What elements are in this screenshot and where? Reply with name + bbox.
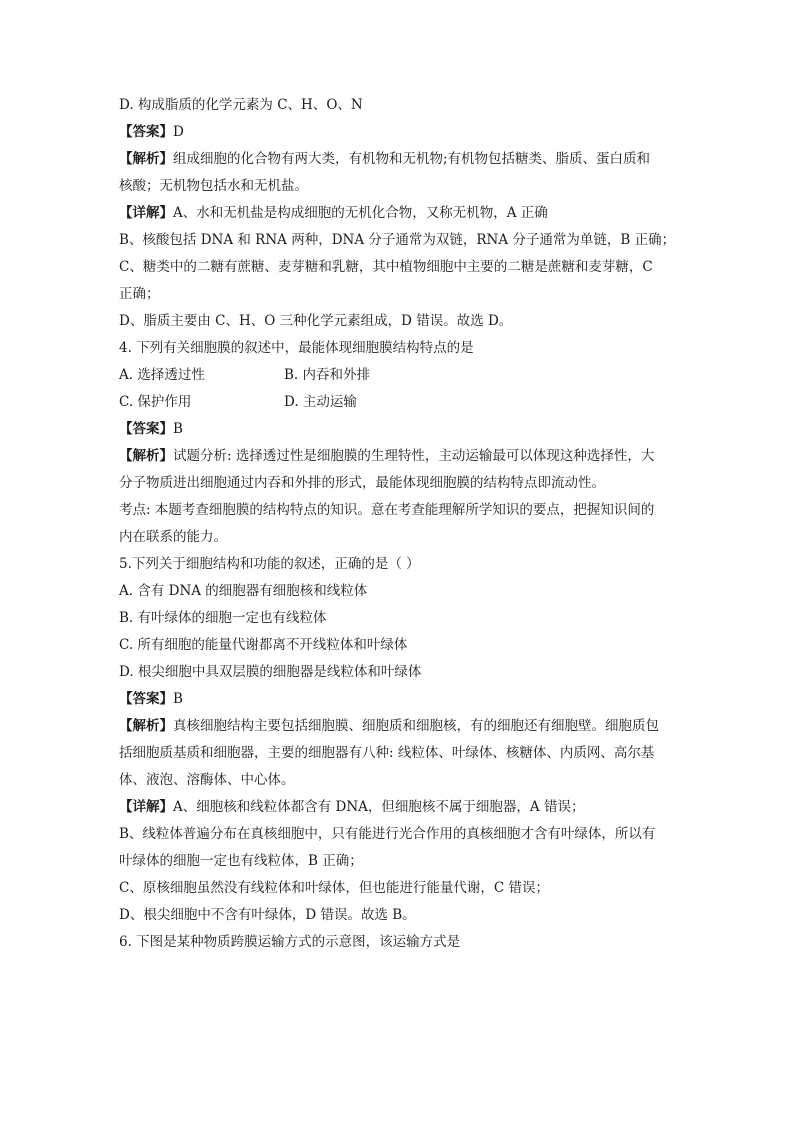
q5-detail-line-3: 叶绿体的细胞一定也有线粒体，B 正确； xyxy=(119,853,363,869)
q5-option-a: A. 含有 DNA 的细胞器有细胞核和线粒体 xyxy=(119,583,368,599)
answer-value: D xyxy=(173,124,184,140)
q4-stem: 4. 下列有关细胞膜的叙述中，最能体现细胞膜结构特点的是 xyxy=(119,340,474,356)
q5-stem: 5.下列关于细胞结构和功能的叙述，正确的是（ ） xyxy=(119,556,420,572)
q5-detail-line-5: D、根尖细胞中不含有叶绿体，D 错误。故选 B。 xyxy=(119,907,416,923)
analysis-text: 真核细胞结构主要包括细胞膜、细胞质和细胞核，有的细胞还有细胞壁。细胞质包 xyxy=(173,718,659,734)
q3-option-d: D. 构成脂质的化学元素为 C、H、O、N xyxy=(119,97,363,113)
q3-detail-line-5: D、脂质主要由 C、H、O 三种化学元素组成，D 错误。故选 D。 xyxy=(119,313,513,329)
q5-analysis-line-3: 体、液泡、溶酶体、中心体。 xyxy=(119,772,295,788)
q3-detail-line-3: C、糖类中的二糖有蔗糖、麦芽糖和乳糖，其中植物细胞中主要的二糖是蔗糖和麦芽糖，C xyxy=(119,259,653,275)
q3-analysis-line-1 xyxy=(119,146,679,173)
analysis-tag: 【解析】 xyxy=(119,448,173,464)
q5-analysis-line-1 xyxy=(119,713,679,740)
q4-answer xyxy=(119,416,679,443)
q3-detail-line-4: 正确； xyxy=(119,286,160,302)
analysis-tag: 【解析】 xyxy=(119,718,173,734)
answer-value: B xyxy=(173,421,183,437)
q4-option-a: A. 选择透过性 xyxy=(119,367,205,383)
q5-analysis-line-2: 括细胞质基质和细胞器，主要的细胞器有八种: 线粒体、叶绿体、核糖体、内质网、高尔基 xyxy=(119,745,655,761)
q4-point-line-1: 考点: 本题考查细胞膜的结构特点的知识。意在考查能理解所学知识的要点，把握知识间的 xyxy=(119,502,655,518)
q3-detail-line-1 xyxy=(119,200,679,227)
q3-answer xyxy=(119,119,679,146)
q4-option-d: D. 主动运输 xyxy=(284,394,357,410)
q5-answer xyxy=(119,686,679,713)
q4-analysis-line-2: 分子物质进出细胞通过内吞和外排的形式，最能体现细胞膜的结构特点即流动性。 xyxy=(119,475,605,491)
q4-options-row-2 xyxy=(119,389,679,416)
q5-option-d: D. 根尖细胞中具双层膜的细胞器是线粒体和叶绿体 xyxy=(119,664,422,680)
q4-analysis-line-1 xyxy=(119,443,679,470)
detail-text: A、水和无机盐是构成细胞的无机化合物，又称无机物，A 正确 xyxy=(173,205,548,221)
q5-detail-line-4: C、原核细胞虽然没有线粒体和叶绿体，但也能进行能量代谢，C 错误； xyxy=(119,880,549,896)
q5-option-c: C. 所有细胞的能量代谢都离不开线粒体和叶绿体 xyxy=(119,637,408,653)
q4-options-row-1 xyxy=(119,362,679,389)
analysis-tag: 【解析】 xyxy=(119,151,173,167)
q5-detail-line-1 xyxy=(119,794,679,821)
answer-tag: 【答案】 xyxy=(119,691,173,707)
q3-detail-line-2: B、核酸包括 DNA 和 RNA 两种，DNA 分子通常为双链，RNA 分子通常为单链，B 正确； xyxy=(119,232,676,248)
q4-option-b: B. 内吞和外排 xyxy=(284,367,371,383)
detail-tag: 【详解】 xyxy=(119,205,173,221)
q5-option-b: B. 有叶绿体的细胞一定也有线粒体 xyxy=(119,610,327,626)
detail-tag: 【详解】 xyxy=(119,799,173,815)
q5-detail-line-2: B、线粒体普遍分布在真核细胞中，只有能进行光合作用的真核细胞才含有叶绿体，所以有 xyxy=(119,826,656,842)
document-body xyxy=(119,92,679,956)
analysis-text: 组成细胞的化合物有两大类，有机物和无机物;有机物包括糖类、脂质、蛋白质和 xyxy=(173,151,651,167)
detail-text: A、细胞核和线粒体都含有 DNA，但细胞核不属于细胞器，A 错误； xyxy=(173,799,585,815)
answer-tag: 【答案】 xyxy=(119,124,173,140)
q4-option-c: C. 保护作用 xyxy=(119,394,192,410)
analysis-text: 试题分析: 选择透过性是细胞膜的生理特性，主动运输最可以体现这种选择性，大 xyxy=(173,448,655,464)
q6-stem: 6. 下图是某种物质跨膜运输方式的示意图，该运输方式是 xyxy=(119,934,461,950)
answer-value: B xyxy=(173,691,183,707)
answer-tag: 【答案】 xyxy=(119,421,173,437)
q3-analysis-line-2: 核酸；无机物包括水和无机盐。 xyxy=(119,178,308,194)
q4-point-line-2: 内在联系的能力。 xyxy=(119,529,227,545)
